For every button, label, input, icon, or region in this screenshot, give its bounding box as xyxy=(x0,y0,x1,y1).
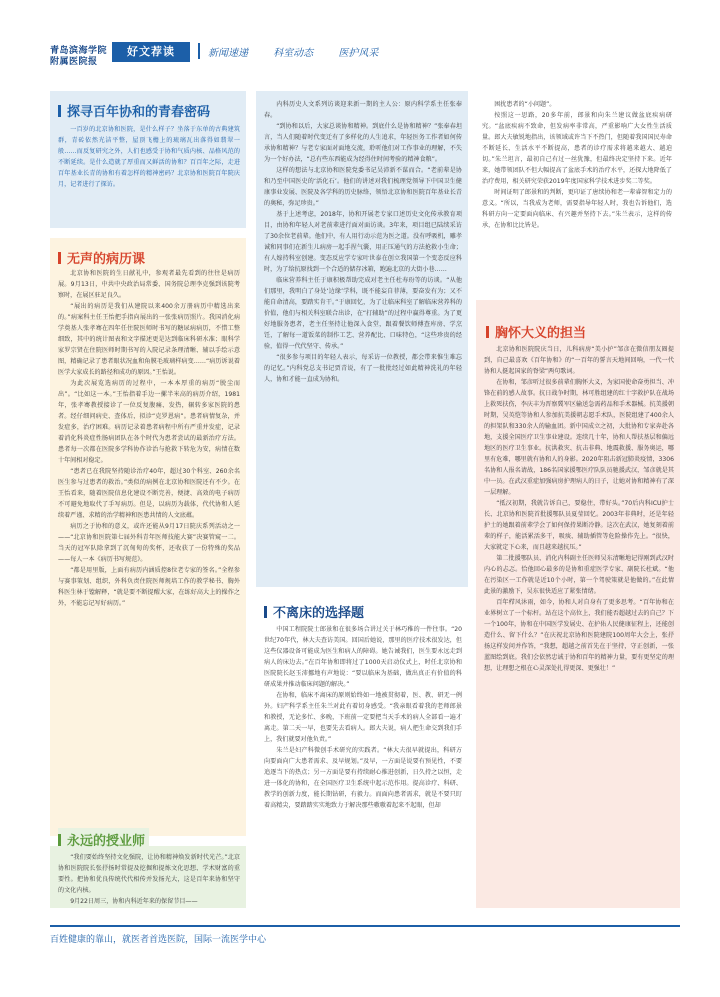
section-title-silent-text: 无声的病历课 xyxy=(67,252,146,267)
section-body-teacher xyxy=(58,852,240,906)
paragraph: “抵汉初期，我就告诉自己，要稳住，带好头。”70后内科ICU护士长、北京协和医院首批援鄂队员夏莹回忆。2003年非典时，还是年轻护士的她跟着前辈学会了如何保持果断冷静。这次在武汉，她复刻着前辈的样子，能活累活多干，吸痰、辅助插管等危险操作先上。“很快，大家就定下心来，而且越来越抗压。” xyxy=(484,500,674,551)
footer-divider xyxy=(50,925,680,927)
section-title-exam xyxy=(264,602,364,621)
paragraph: 北京协和医院的生日献礼中，参观者最先看到的往往是病历展。9月13日，中共中央政治局常委、国务院总理李克强到该院考察时，在展区驻足良久。 xyxy=(58,270,240,299)
paragraph: 困扰患者的“小问题”。 xyxy=(494,101,556,108)
paragraph: 临床营养科主任于康积极帮助完成对老主任杜寿玢等的访谈。“从他们那里，我明白了身处‘边缘’学科，既不能妄自菲薄，要奋发有为；又不能自命清高，要踏实肯干。”于康回忆，为了让临床科室了解临床营养科的价值，他们与相关科室联合出诊，在“打辅助”的过程中赢得尊重。为了更好地服务患者，老主任坚持让他深入食堂，跟着餐饮师傅查库房、学烹饪，了解每一道饭菜的制作工艺、营养配比、口味特色，“这些珍贵的经验，值得一代代坚守、传承。” xyxy=(264,277,462,350)
paragraph: 在协和，邹彦听过很多前辈们胸怀大义，为家国使命奋勇担当、冲锋在前的感人故事。抗日战争时期，林可胜组建的红十字救护队在战场上救死扶伤，李庆丰为晋察冀军区输送急需药品和手术器械。抗美援朝时期，吴英恺等协和人参加抗美援朝志愿手术队，医院组建了400余人的担架队和330余人的输血团。新中国成立之初，大批协和专家奔赴各地，支援全国医疗卫生事业建设。连续几十年，协和人帮扶基层和偏远地区的医疗卫生事业。抗洪救灾、抗击非典、地震救援、服务奥运，哪里有危难，哪里就有协和人的身影。2020年阻击新冠肺炎疫情，3306名协和人报名请战，186名国家援鄂医疗队队员驰援武汉，邹彦就是其中一员。在武汉重症加强病房护理病人的日子，让她对协和精神有了深一层理解。 xyxy=(484,379,674,496)
section-title-heart xyxy=(486,322,586,341)
paragraph: 这样的想法与北京协和医院党委书记吴沛新不谋而合。“老前辈是协和乃至中国医史的‘活化石’。他们的讲述对我们梳理党领导下中国卫生健康事业发展、医院及各学科的历史脉络，领悟北京协和医院百年基业长青的奥秘，弥足珍贵。” xyxy=(264,167,462,207)
paragraph: “到协和以后，大家总谈协和精神。到底什么是协和精神？”张奉春坦言，当人们随着时代变迁有了多样化的人生追求，年轻医务工作者如何传承协和精神？与老专家面对面地交流，聆听他们对工作事业的理解，不失为一个好办法，“总有些东西能成为经得住时间考验的精神食粮”。 xyxy=(264,123,462,163)
paragraph: 按照这一思路，20多年前，郎景和向朱兰建议做盆底疾病研究。“盆底疾病不致命，但发病率非常高，严重影响广大女性生活质量。郎大夫敏锐地指出，该领域或许当下不热门，但随着我国国民寿命不断延长、生活水平不断提高，患者的诊疗需求将越来越大、越迫切。”朱兰坦言，最初自己有过一丝犹豫，但最终决定坚持下来。近年来，她带领团队不但大幅提高了盆底手术的治疗水平，还探大地降低了治疗费用，相关研究荣获2019年度国家科学技术进步奖二等奖。 xyxy=(482,112,672,185)
section-title-exam-text: 不离床的选择题 xyxy=(273,606,365,621)
section-body-right-top xyxy=(482,99,672,295)
paragraph: 中国工程院院士郎景和在很多场合讲过关于林巧稚的一件往事。“20世纪70年代，林大夫查访美国。回国后她说，那里的医疗技术很发达，但这些仪器设备可能成为医生和病人的障碍。她告诫我们，医生要永远走到病人的床边去。”在百年协和即将过了1000天启动仪式上，时任北京协和医院院长赵玉沛挪地有声地说：“要以临床为基础，做出真正有价值的科研成果并推动临床问题的解决。” xyxy=(264,626,462,688)
logo-line-2: 附属医院报 xyxy=(50,57,98,67)
paragraph: 基于上述考虑，2018年，协和开展老专家口述历史文化传承教育项目，由协和年轻人对老前辈进行面对面访谈。3年来，项目组已陆续采访了30余位老前辈。他们中，有人用行动示范为医之道。没有呼吸机，雕孝诚和同事们在新生儿病房一起手捏气囊，用正压通气的方法抢救小生命；有人嫁持科室创建。变态反应学专家叶世泰在创立我国第一个变态反应科时，为了给抗原找到一个合适的储存冰箱，跑遍北京的大街小巷…… xyxy=(264,211,462,273)
section-title-youth xyxy=(58,101,210,120)
paragraph: 第二批援鄂队员、消化内科副主任医师吴东清晰地记得刚到武汉时内心的忐忑。恰他回心最多的是协和重症医学专家、副院长杜斌。“他在污染区一工作就是近10个小时，第一个驾驶策就是他做的。”在此情此景的激励下，吴东很快适应了紧张情绪。 xyxy=(484,555,674,595)
nav-item-departments[interactable]: 科室动态 xyxy=(273,48,314,59)
section-nav xyxy=(208,44,400,59)
paragraph: 在协和，临床不离床的原则始终如一地被贯彻着，医、教、研无一例外。妇产科学系主任朱兰对此有着切身感受。“我亲眼看着我的老师郎景和教授，无论多忙、多晚，下班前一定要把当天手术的病人全部看一遍才离走。第二天一早，也要先去看病人。郎大夫说，病人把生命交到我们手上，我们就要对他负责。” xyxy=(264,692,462,743)
section-body-heart xyxy=(484,344,674,904)
section-banner: 好文荐读 xyxy=(112,42,190,62)
nav-item-news[interactable]: 新闻速递 xyxy=(208,48,248,59)
paragraph: “展出的病历是我们从建院以来400余万册病历中精选出来的。”病案科主任王怡把手指向展出的一张张病历照片。我国消化病学奠基人张孝骞在四年任住院医师时书写的糖尿病病历，不惜工整细致，其中的统计图表和文字描述更是达到临床科研水准；眼科学家罗宗贤在住院医师时期书写的入院记录条理清晰、辅以手绘示意图，精确记录了患者眼状况血和角膜毛玻璃样病变……“病历诉说着医学大家成长的路径和成功的原因。”王怡说。 xyxy=(58,303,240,376)
section-body-middle-top xyxy=(264,99,462,585)
paragraph: “很多参与项目的年轻人表示，每采访一位教授，都会带来惟生难忘的记忆。”内科党总支书记贾青说，有了一批批经过如此精神洗礼的年轻人，协和才能一直成为协和。 xyxy=(264,354,462,383)
paragraph: 百年栉风沐雨，如今，协和人对自身有了更多思考。“百年协和在业界树立了一个标杆。站在这个高位上，我们能否超越过去的自己？下一个100年，协和在中国医学发展史、在护佑人民健康征程上，还能创造什么、留下什么？”在庆祝北京协和医院建院100周年大会上，张抒扬这样发问并作答，“我想，超越之前首先在于坚持，守正创新，一张蓝图绘到底。我们会依然忠诚于协和百年的精神力量，要有更坚定的理想，让理想之根在心灵深处扎得更深、更强壮！” xyxy=(484,599,674,672)
title-bar-icon xyxy=(486,326,489,338)
nav-item-staff[interactable]: 医护风采 xyxy=(338,48,379,59)
section-title-youth-text: 探寻百年协和的青春密码 xyxy=(67,105,211,120)
paragraph: 9月22日周三，协和内科近年来的保留节目—— xyxy=(70,898,198,905)
section-body-exam xyxy=(264,624,462,908)
brush-divider-icon xyxy=(198,43,206,59)
paragraph: 病历之于协和的意义，或许还能从9月17日院庆系列活动之一——“北京协和医院第七届外科青年医师技能大赛”决赛管窥一二。当天的冠军队除拿到了沉甸甸的奖杯，还收获了一份特殊的奖品——每人一本《病历书写规范》。 xyxy=(58,523,240,563)
paragraph: 朱兰是妇产科微创手术研究的实践者。“林大夫很早就提出，科研方向要面向广大患者需求、及早规划。”及早，一方面是说要有预见性，不要追逐当下的热点；另一方面是要有持续耐心推进创新，日久持之以恒，走进一体化的协和，在全国医疗卫生系统中起示范作用。提高诊疗、科研、教学的创新力度，能长期钻研，有毅力。而面向患者需求，就是不要只盯着高精尖，要踏踏实实地致力于解决那些嗷嗷着起来不起眼，但却 xyxy=(264,747,462,809)
paragraph: “患者已在我院坚持随诊治疗40年，超过30个科室、260余名医生参与过患者的救治。”类似的病例在北京协和医院还有不少。在王怡看来，随着医院信息化建设不断完善，便捷、高效的电子病历不可避免地取代了手写病历。但是，以病历为载体，代代协和人延续着严谨、求精的治学精神和医患共情的人文底蕴。 xyxy=(58,468,240,519)
title-bar-icon xyxy=(264,606,267,618)
section-title-heart-text: 胸怀大义的担当 xyxy=(495,326,587,341)
paragraph: 一百岁的北京协和医院，是什么样子？坐落于东单的古典建筑群，青砖依然光洁平整，屋顶飞檐上的琉璃瓦出落得如翡翠一般……而反复研究之外，人们也感受于协和气质内核、品格风范的不断延续。是什么造就了厚重而又鲜活的协和？百百年之际，走进百年基业长青的协和有着怎样的精神密码？北京协和医院百年院庆月，记者进行了探访。 xyxy=(58,126,240,188)
title-bar-icon xyxy=(58,105,61,117)
title-bar-icon xyxy=(58,252,61,264)
hospital-logo xyxy=(50,46,108,74)
footer-slogan: 百姓健康的靠山，就医者首选医院，国际一流医学中心 xyxy=(50,935,267,945)
paragraph: “都是用里版，上面有病历内涵质控8位老专家的签名。”全程参与赛事策划、组织，外科负责住院医师规培工作的教学秘书、胸外科医生林于镗解释，“就是要不断提醒大家，在练好高大上的操作之外，不能忘记写好病历。” xyxy=(58,567,240,607)
section-body-youth xyxy=(58,124,240,224)
section-body-silent xyxy=(58,268,240,832)
section-title-silent xyxy=(58,248,145,267)
paragraph: 北京协和医院院庆当日，儿科病房“美小护”邹彦在微信朋友圈提到，自己最喜欢《百年协和》的“一百年的誓言天地间回响，一代一代协和人挺起国家的脊梁”两句歌词。 xyxy=(484,346,674,375)
page-header xyxy=(0,38,720,72)
paragraph: “我们要始终坚持文化强院，让协和精神焕发新时代光芒。”北京协和医院院长张抒扬时常提及挖掘和提炼文化思想、学术财富的重要性。把协和优良传统代代相传并发扬光大，这是百年来协和坚守的文化内核。 xyxy=(58,854,240,894)
paragraph: 时间证明了郎景和的判断，更印证了唐续协和老一辈睿智和定力的意义。“所以，当我成为老师，需要指导年轻人时，我也告诉他们，选科研方向一定要面向临床、有兴趣并坚持下去。”朱兰表示，这样的传承，在协和比比皆是。 xyxy=(482,189,672,229)
logo-line-1: 青岛滨海学院 xyxy=(50,46,108,56)
section-title-teacher-text: 永远的授业师 xyxy=(67,834,146,849)
paragraph: 内科历史人文系列访谈迎来新一期的主人公：原内科学系主任张奉春。 xyxy=(264,101,462,119)
title-bar-icon xyxy=(58,834,61,846)
section-title-teacher xyxy=(58,828,149,849)
paragraph: 为此次展览选病历的过程中，一本本厚重的病历“脱尘而出”。“比如这一本。”王怡指着手边一摞半米高的病历介绍，1981年，张孝骞教授接诊了一位反复腹痛、发热，辗转多家医院的患者。经仔细问病史、查体后，拟诊“克罗恩病”。患者病情复杂，并发症多，治疗困难。病历记录着患者病程中所有严重并发症，记录着消化科炎症性肠病团队在各个时代为患者尝试的最新治疗方法。患者每一次都在医院多学科协作诊治与抢救下转危为安，病情在数十年间相对稳定。 xyxy=(58,380,240,464)
